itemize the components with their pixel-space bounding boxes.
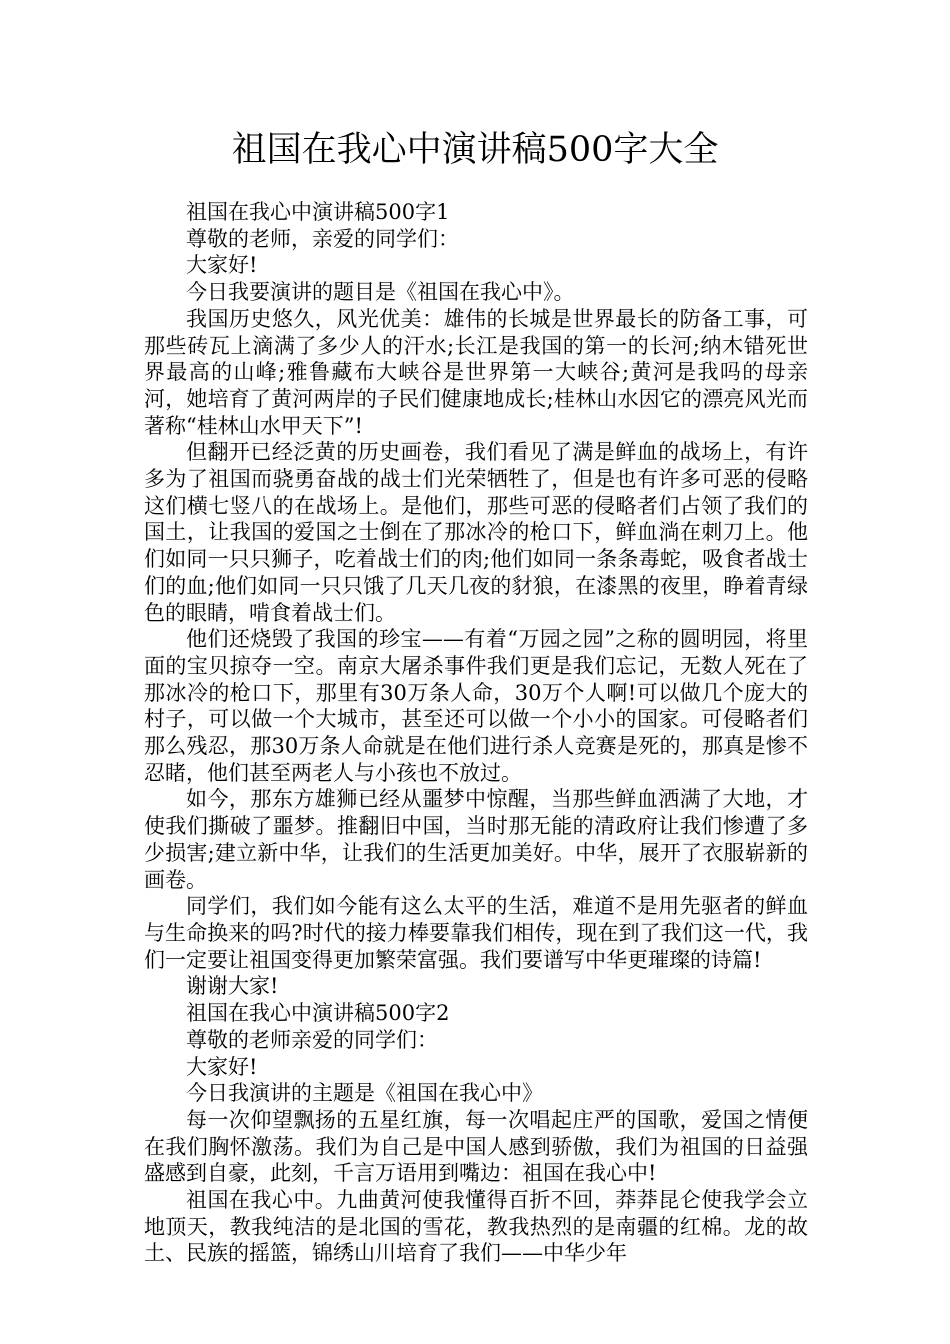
speech-2-topic: 今日我演讲的主题是《祖国在我心中》 bbox=[186, 1081, 543, 1106]
speech-2-greeting: 大家好! bbox=[186, 1054, 258, 1079]
body-paragraph: 但翻开已经泛黄的历史画卷，我们看见了满是鲜血的战场上，有许多为了祖国而骁勇奋战的战士们光荣牺牲了，但是也有许多可恶的侵略这们横七竖八的在战场上。是他们，那些可恶的侵略者们占领了我们的国土，让我国的爱国之士倒在了那冰冷的枪口下，鲜血淌在刺刀上。他们如同一只只狮子，吃着战士们的肉;他们如同一条条毒蛇，吸食者战士们的血;他们如同一只只饿了几天几夜的豺狼，在漆黑的夜里，睁着青绿色的眼睛，啃食着战士们。 bbox=[144, 440, 808, 625]
body-paragraph: 每一次仰望飘扬的五星红旗，每一次唱起庄严的国歌，爱国之情便在我们胸怀激荡。我们为自己是中国人感到骄傲，我们为祖国的日益强盛感到自豪，此刻，千言万语用到嘴边：祖国在我心中! bbox=[144, 1107, 808, 1186]
speech-1-salutation: 尊敬的老师，亲爱的同学们： bbox=[186, 226, 459, 251]
body-paragraph: 他们还烧毁了我国的珍宝——有着“万园之园”之称的圆明园，将里面的宝贝掠夺一空。南京大屠杀事件我们更是我们忘记，无数人死在了那冰冷的枪口下，那里有30万条人命，30万个人啊!可以做几个庞大的村子，可以做一个大城市，甚至还可以做一个小小的国家。可侵略者们那么残忍，那30万条人命就是在他们进行杀人竞赛是死的，那真是惨不忍睹，他们甚至两老人与小孩也不放过。 bbox=[144, 627, 808, 785]
body-paragraph: 我国历史悠久，风光优美：雄伟的长城是世界最长的防备工事，可那些砖瓦上滴满了多少人的汗水;长江是我国的第一的长河;纳木错死世界最高的山峰;雅鲁藏布大峡谷是世界第一大峡谷;黄河是我吗的母亲河，她培育了黄河两岸的子民们健康地成长;桂林山水因它的漂亮风光而著称“桂林山水甲天下”! bbox=[144, 306, 808, 438]
speech-1-greeting: 大家好! bbox=[186, 253, 258, 278]
body-paragraph: 同学们，我们如今能有这么太平的生活，难道不是用先驱者的鲜血与生命换来的吗?时代的接力棒要靠我们相传，现在到了我们这一代，我们一定要让祖国变得更加繁荣富强。我们要谱写中华更璀璨的诗篇! bbox=[144, 894, 808, 972]
speech-1-heading: 祖国在我心中演讲稿500字1 bbox=[186, 200, 450, 224]
document-title: 祖国在我心中演讲稿500字大全 bbox=[231, 130, 719, 170]
speech-1-closing: 谢谢大家! bbox=[186, 974, 279, 999]
speech-2-salutation: 尊敬的老师亲爱的同学们： bbox=[186, 1027, 438, 1052]
body-paragraph: 如今，那东方雄狮已经从噩梦中惊醒，当那些鲜血洒满了大地，才使我们撕破了噩梦。推翻旧中国，当时那无能的清政府让我们惨遭了多少损害;建立新中华，让我们的生活更加美好。中华，展开了衣服崭新的画卷。 bbox=[144, 787, 808, 892]
body-paragraph: 祖国在我心中。九曲黄河使我懂得百折不回，莽莽昆仑使我学会立地顶天，教我纯洁的是北国的雪花，教我热烈的是南疆的红棉。龙的故土、民族的摇篮，锦绣山川培育了我们——中华少年 bbox=[144, 1188, 808, 1266]
speech-2-heading: 祖国在我心中演讲稿500字2 bbox=[186, 1001, 450, 1026]
speech-1-topic: 今日我要演讲的题目是《祖国在我心中》。 bbox=[186, 280, 575, 305]
document-body bbox=[144, 199, 808, 1267]
